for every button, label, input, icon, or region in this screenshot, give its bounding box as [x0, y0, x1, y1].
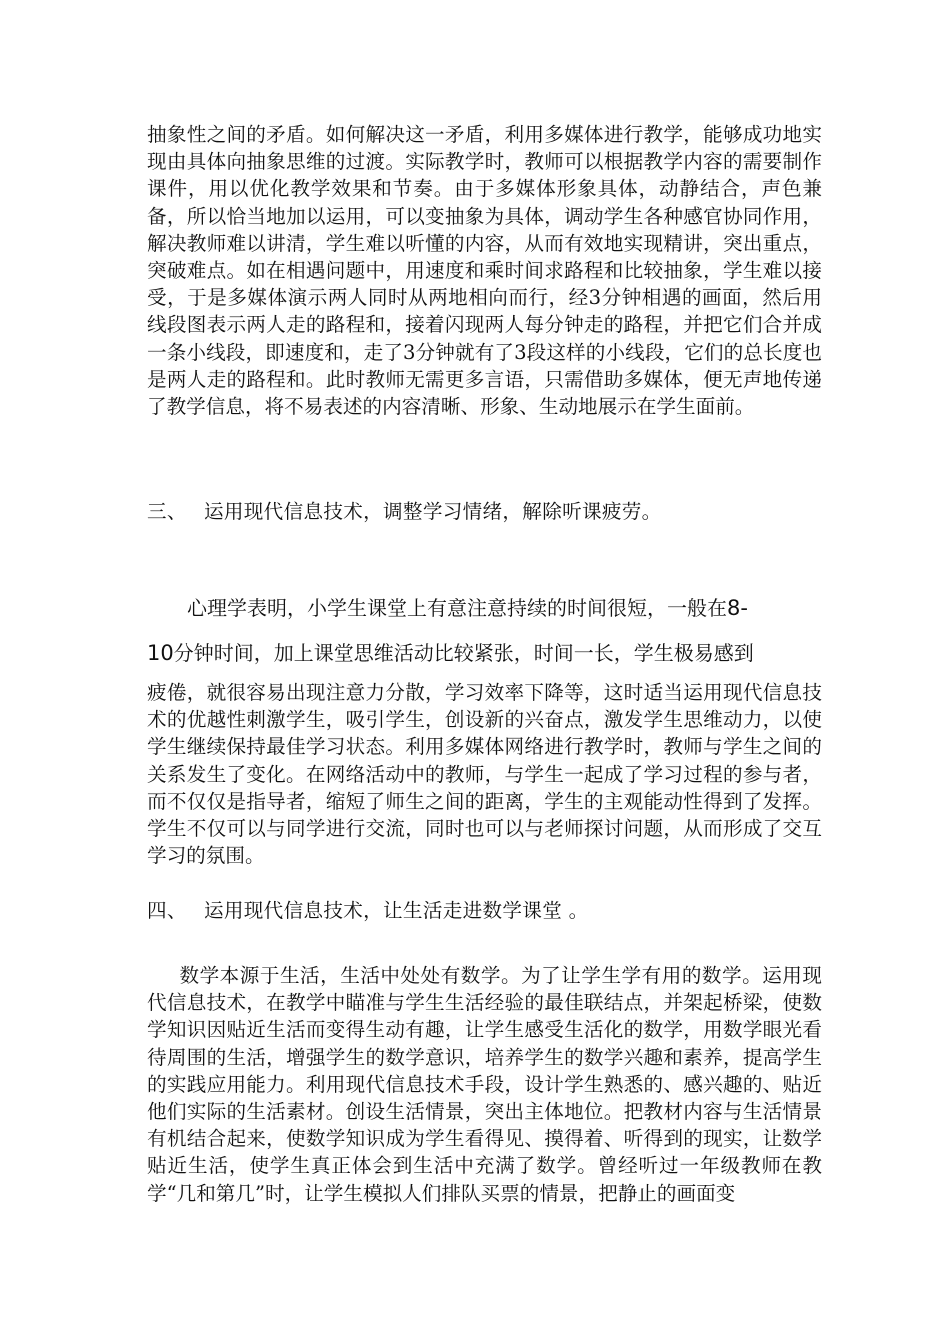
section-title: 运用现代信息技术，让生活走进数学课堂 。	[204, 899, 589, 922]
paragraph-text: 分钟时间，加上课堂思维活动比较紧张，时间一长，学生极易感到	[173, 641, 754, 665]
paragraph-line	[147, 631, 822, 676]
number-text: 8-	[727, 596, 748, 620]
body-paragraph	[147, 586, 822, 869]
number-text: 10	[147, 641, 174, 665]
paragraph-line	[147, 586, 822, 631]
section-heading-4	[147, 897, 822, 924]
paragraph-text: 数学本源于生活，生活中处处有数学。为了让学生学有用的数学。运用现代信息技术，在教学中瞄准与学生生活经验的最佳联结点，并架起桥梁，使数学知识因贴近生活而变得生动有趣，让学生感受生活化的数学，用数学眼光看待周围的生活，增强学生的数学意识，培养学生的数学兴趣和素养，提高学生的实践应用能力。利用现代信息技术手段，设计学生熟悉的、感兴趣的、贴近他们实际的生活素材。创设生活情景，突出主体地位。把教材内容与生活情景有机结合起来，使数学知识成为学生看得见、摸得着、听得到的现实，让数学贴近生活，使学生真正体会到生活中充满了数学。曾经听过一年级教师在教学“几和第几”时，让学生模拟人们排队买票的情景，把静止的画面变	[147, 964, 822, 1205]
section-number: 四、	[147, 899, 187, 922]
section-heading-3	[147, 498, 822, 525]
section-title: 运用现代信息技术，调整学习情绪，解除听课疲劳。	[204, 500, 662, 523]
body-paragraph: 抽象性之间的矛盾。如何解决这一矛盾，利用多媒体进行教学，能够成功地实现由具体向抽象思维的过渡。实际教学时，教师可以根据教学内容的需要制作课件，用以优化教学效果和节奏。由于多媒体形象具体，动静结合，声色兼备，所以恰当地加以运用，可以变抽象为具体，调动学生各种感官协同作用，解决教师难以讲清，学生难以听懂的内容，从而有效地实现精讲，突出重点，突破难点。如在相遇问题中，用速度和乘时间求路程和比较抽象，学生难以接受，于是多媒体演示两人同时从两地相向而行，经3分钟相遇的画面，然后用线段图表示两人走的路程和，接着闪现两人每分钟走的路程，并把它们合并成一条小线段，即速度和，走了3分钟就有了3段这样的小线段，它们的总长度也是两人走的路程和。此时教师无需更多言语，只需借助多媒体，便无声地传递了教学信息，将不易表述的内容清晰、形象、生动地展示在学生面前。	[147, 123, 822, 419]
section-number: 三、	[147, 500, 187, 523]
body-paragraph	[147, 962, 822, 1207]
paragraph-text: 心理学表明，小学生课堂上有意注意持续的时间很短，一般在	[187, 596, 727, 620]
paragraph-text: 疲倦，就很容易出现注意力分散，学习效率下降等，这时适当运用现代信息技术的优越性刺激学生，吸引学生，创设新的兴奋点，激发学生思维动力，以使学生继续保持最佳学习状态。利用多媒体网络进行教学时，教师与学生之间的关系发生了变化。在网络活动中的教师，与学生一起成了学习过程的参与者，而不仅仅是指导者，缩短了师生之间的距离，学生的主观能动性得到了发挥。学生不仅可以与同学进行交流，同时也可以与老师探讨问题，从而形成了交互学习的氛围。	[147, 681, 822, 868]
